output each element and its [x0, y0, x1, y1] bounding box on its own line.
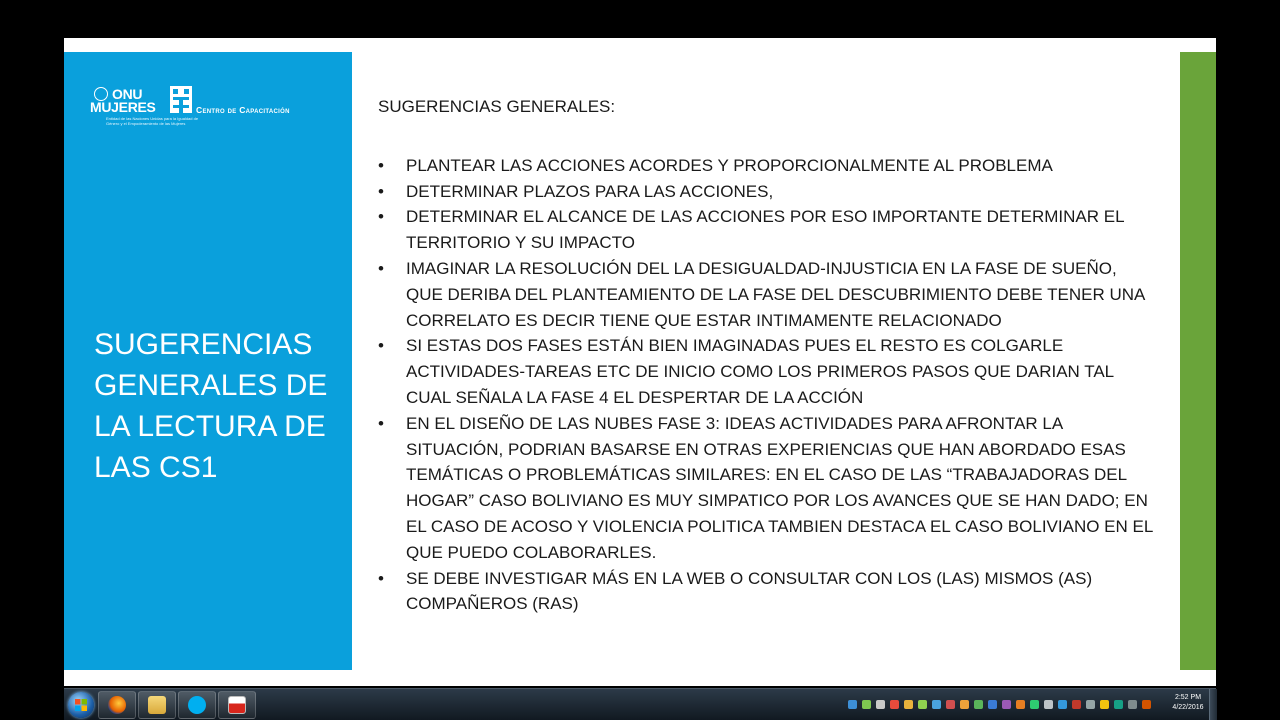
slide-content — [378, 94, 1158, 617]
pdf-icon — [228, 696, 246, 714]
logo-onu-text: ONU — [112, 86, 143, 102]
tray-icon[interactable] — [1002, 700, 1011, 709]
taskbar-file-explorer[interactable] — [138, 691, 176, 719]
bullet-item: • SI ESTAS DOS FASES ESTÁN BIEN IMAGINADAS PUES EL RESTO ES COLGARLE ACTIVIDADES-TAREAS ETC DE INICIO COMO LOS PRIMEROS PASOS QUE DARIAN TAL CUAL SEÑALA LA FASE 4 EL DESPERTAR DE LA ACCIÓN — [378, 333, 1158, 410]
logo-centro-text: Centro de Capacitación — [196, 105, 290, 115]
tray-icon[interactable] — [890, 700, 899, 709]
tray-icon[interactable] — [1058, 700, 1067, 709]
bullet-list — [378, 153, 1158, 617]
tray-icon[interactable] — [848, 700, 857, 709]
tray-icon[interactable] — [974, 700, 983, 709]
windows-taskbar — [64, 688, 1216, 720]
onu-mujeres-logo — [90, 86, 320, 132]
bullet-item: • EN EL DISEÑO DE LAS NUBES FASE 3: IDEAS ACTIVIDADES PARA AFRONTAR LA SITUACIÓN, PODRIAN BASARSE EN OTRAS EXPERIENCIAS QUE HAN ABORDADO ESAS TEMÁTICAS O PROBLEMÁTICAS SIMILARES: EN EL CASO DE LAS “TRABAJADORAS DEL HOGAR” CASO BOLIVIANO ES MUY SIMPATICO POR LOS AVANCES QUE SE HAN DADO; EN EL CASO DE ACOSO Y VIOLENCIA POLITICA TAMBIEN DESTACA EL CASO BOLIVIANO EN EL QUE PUEDO COLABORARLES. — [378, 411, 1158, 566]
firefox-icon — [108, 696, 126, 714]
bullet-item: • SE DEBE INVESTIGAR MÁS EN LA WEB O CONSULTAR CON LOS (LAS) MISMOS (AS) COMPAÑEROS (RAS) — [378, 566, 1158, 618]
logo-tagline: Entidad de las Naciones Unidas para la Igualdad de Género y el Empoderamiento de las Mujeres — [106, 116, 199, 126]
title-panel — [64, 52, 352, 670]
accent-bar — [1180, 52, 1216, 670]
tray-icon[interactable] — [946, 700, 955, 709]
tray-icon[interactable] — [1114, 700, 1123, 709]
skype-icon — [188, 696, 206, 714]
slide-title: SUGERENCIAS GENERALES DE LA LECTURA DE LAS CS1 — [94, 328, 328, 484]
content-heading: SUGERENCIAS GENERALES: — [378, 97, 616, 116]
tray-icon[interactable] — [904, 700, 913, 709]
clock-time: 2:52 PM — [1174, 694, 1202, 701]
taskbar-clock[interactable] — [1166, 693, 1210, 713]
logo-mujeres-text: MUJERES — [90, 99, 156, 115]
bullet-item: • PLANTEAR LAS ACCIONES ACORDES Y PROPORCIONALMENTE AL PROBLEMA — [378, 153, 1158, 179]
folder-icon — [148, 696, 166, 714]
bullet-item: • DETERMINAR EL ALCANCE DE LAS ACCIONES POR ESO IMPORTANTE DETERMINAR EL TERRITORIO Y SU IMPACTO — [378, 204, 1158, 256]
tray-icon[interactable] — [1044, 700, 1053, 709]
taskbar-firefox[interactable] — [98, 691, 136, 719]
tray-icon[interactable] — [876, 700, 885, 709]
tray-icon[interactable] — [918, 700, 927, 709]
windows-logo-icon — [75, 699, 87, 711]
tray-icon[interactable] — [1072, 700, 1081, 709]
tray-icon[interactable] — [932, 700, 941, 709]
show-desktop-button[interactable] — [1209, 689, 1217, 720]
tray-icon[interactable] — [1142, 700, 1151, 709]
clock-date: 4/22/2016 — [1172, 704, 1204, 711]
taskbar-pdf-reader[interactable] — [218, 691, 256, 719]
tray-icon[interactable] — [1030, 700, 1039, 709]
tray-icon[interactable] — [1128, 700, 1137, 709]
tray-icon[interactable] — [1086, 700, 1095, 709]
tray-icon[interactable] — [960, 700, 969, 709]
tray-icon[interactable] — [988, 700, 997, 709]
bullet-item: • IMAGINAR LA RESOLUCIÓN DEL LA DESIGUALDAD-INJUSTICIA EN LA FASE DE SUEÑO, QUE DERIBA DEL PLANTEAMIENTO DE LA FASE DEL DESCUBRIMIENTO DEBE TENER UNA CORRELATO ES DECIR TIENE QUE ESTAR INTIMAMENTE RELACIONADO — [378, 256, 1158, 333]
taskbar-skype[interactable] — [178, 691, 216, 719]
tray-icon[interactable] — [1016, 700, 1025, 709]
tray-icon[interactable] — [1100, 700, 1109, 709]
presentation-slide — [64, 38, 1216, 686]
bullet-item: • DETERMINAR PLAZOS PARA LAS ACCIONES, — [378, 179, 1158, 205]
tray-icon[interactable] — [862, 700, 871, 709]
women-symbol-icon — [170, 86, 192, 113]
start-button[interactable] — [68, 692, 94, 718]
